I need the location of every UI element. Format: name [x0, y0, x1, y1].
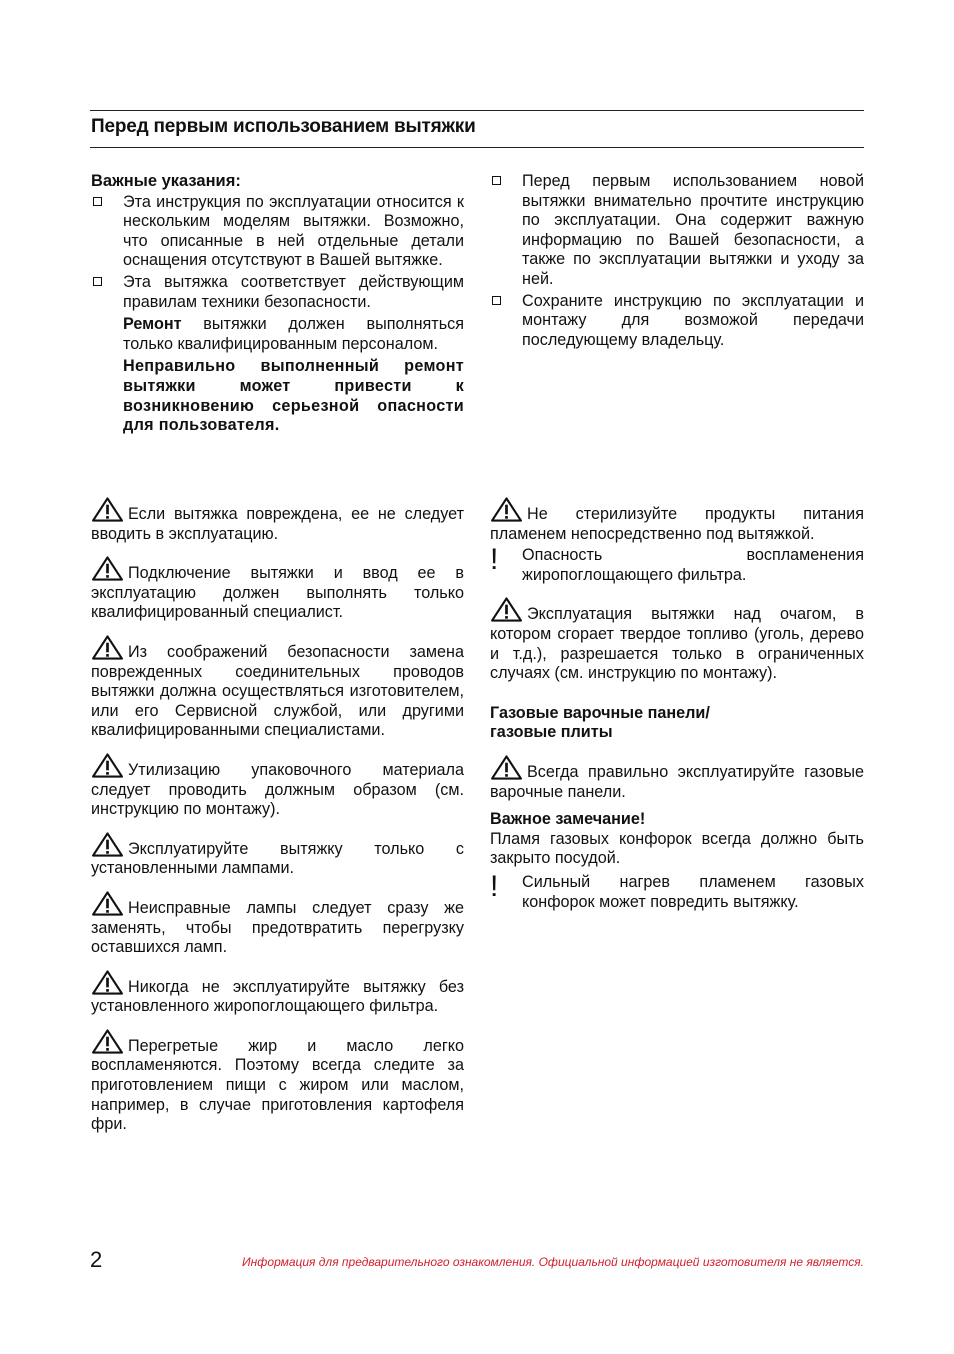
warning-text: Эксплуатируйте вытяжку только с установленными лампами.: [91, 839, 464, 878]
bullet-text: Эта инструкция по эксплуатации относится к нескольким моделям вытяжки. Возможно, что описанные в ней отдельные детали оснащения отсутствуют в Вашей вытяжке.: [123, 192, 464, 270]
warning-text: Подключение вытяжки и ввод ее в эксплуатацию должен выполнять только квалифицированный специалист.: [91, 564, 464, 622]
important-heading: Важные указания:: [91, 172, 241, 190]
page-number: 2: [90, 1247, 103, 1272]
caution-item: [490, 543, 864, 585]
warning-triangle-icon: [490, 597, 523, 622]
warning-text: Перегретые жир и масло легко воспламеняются. Поэтому всегда следите за приготовлением пищи с жиром или маслом, например, в случае приготовления картофеля фри.: [91, 1036, 464, 1134]
caution-text: Сильный нагрев пламенем газовых конфорок может повредить вытяжку.: [522, 872, 864, 911]
checkbox-bullet-icon: [93, 277, 102, 286]
warning-triangle-icon: [91, 891, 124, 916]
warning-text: Неисправные лампы следует сразу же заменять, чтобы предотвратить перегрузку оставшихся ламп.: [91, 898, 464, 957]
warning-text: Никогда не эксплуатируйте вытяжку без установленного жиропоглощающего фильтра.: [91, 977, 464, 1016]
repair-warning: Неправильно выполненный ремонт вытяжки может привести к возникновению серьезной опасности для пользователя.: [123, 357, 464, 435]
warning-item: [490, 497, 864, 544]
warning-item: [490, 755, 864, 802]
warning-item: [91, 1029, 464, 1135]
gas-heading-line1: Газовые варочные панели/: [490, 703, 710, 722]
warning-triangle-icon: [91, 556, 124, 581]
repair-bold: Ремонт: [123, 315, 182, 334]
bullet-text: Эта вытяжка соответствует действующим правилам техники безопасности.: [123, 272, 464, 311]
exclamation-icon: !: [490, 543, 499, 577]
warning-triangle-icon: [490, 497, 523, 522]
note-heading: Важное замечание!: [490, 810, 646, 829]
caution-item: [490, 869, 864, 912]
warning-item: [91, 753, 464, 820]
list-item: [490, 292, 864, 351]
warning-text: Из соображений безопасности замена поврежденных соединительных проводов вытяжки должна осуществляться изготовителем, или его Сервисной службой, или другими квалифицированными специалистами.: [91, 642, 464, 740]
right-top-column: [490, 172, 864, 350]
warning-text: Если вытяжка повреждена, ее не следует вводить в эксплуатацию.: [91, 505, 464, 543]
warning-triangle-icon: [91, 832, 124, 857]
warning-text: Эксплуатация вытяжки над очагом, в котором сгорает твердое топливо (уголь, дерево и т.д.), разрешается только в ограниченных случаях (см. инструкцию по монтажу).: [490, 605, 864, 683]
bullet-text: Перед первым использованием новой вытяжки внимательно прочтите инструкцию по эксплуатации. Она содержит важную информацию по Вашей безопасности, а также по эксплуатации вытяжки и уходу за ней.: [522, 172, 864, 288]
gas-heading-line2: газовые плиты: [490, 723, 613, 742]
warning-item: [91, 556, 464, 623]
list-item: [91, 273, 464, 312]
gas-heading: [490, 704, 864, 743]
left-warnings-column: [91, 497, 464, 1135]
caution-text: Опасность воспламенения жиропоглощающего фильтра.: [522, 546, 864, 584]
list-item: [91, 193, 464, 271]
repair-text: вытяжки должен выполняться только квалифицированным персоналом.: [123, 315, 464, 353]
warning-item: [91, 891, 464, 958]
warning-item: [91, 635, 464, 741]
checkbox-bullet-icon: [492, 296, 501, 305]
page-title: Перед первым использованием вытяжки: [91, 116, 476, 137]
warning-item: [91, 497, 464, 544]
warning-triangle-icon: [91, 635, 124, 660]
warning-triangle-icon: [91, 497, 124, 522]
warning-triangle-icon: [91, 753, 124, 778]
warning-item: [91, 970, 464, 1017]
warning-item: [91, 832, 464, 879]
repair-note: [91, 315, 464, 354]
warning-triangle-icon: [91, 970, 124, 995]
list-item: [490, 172, 864, 290]
warning-text: Не стерилизуйте продукты питания пламенем непосредственно под вытяжкой.: [490, 505, 864, 543]
footer-disclaimer: Информация для предварительного ознакомления. Официальной информацией изготовителя не является.: [242, 1255, 864, 1269]
warning-item: [490, 597, 864, 683]
warning-text: Всегда правильно эксплуатируйте газовые варочные панели.: [490, 762, 864, 801]
bullet-text: Сохраните инструкцию по эксплуатации и монтажу для возможой передачи последующему владельцу.: [522, 291, 864, 349]
warning-text: Утилизацию упаковочного материала следует проводить должным образом (см. инструкцию по монтажу).: [91, 760, 464, 819]
warning-triangle-icon: [91, 1029, 124, 1054]
right-warnings-column: [490, 497, 864, 912]
warning-triangle-icon: [490, 755, 523, 780]
top-rule: [90, 110, 864, 111]
checkbox-bullet-icon: [93, 197, 102, 206]
exclamation-icon: !: [490, 869, 499, 903]
left-top-column: [91, 172, 464, 436]
checkbox-bullet-icon: [492, 176, 501, 185]
title-rule: [90, 147, 864, 148]
note-text: Пламя газовых конфорок всегда должно быть закрыто посудой.: [490, 829, 864, 868]
